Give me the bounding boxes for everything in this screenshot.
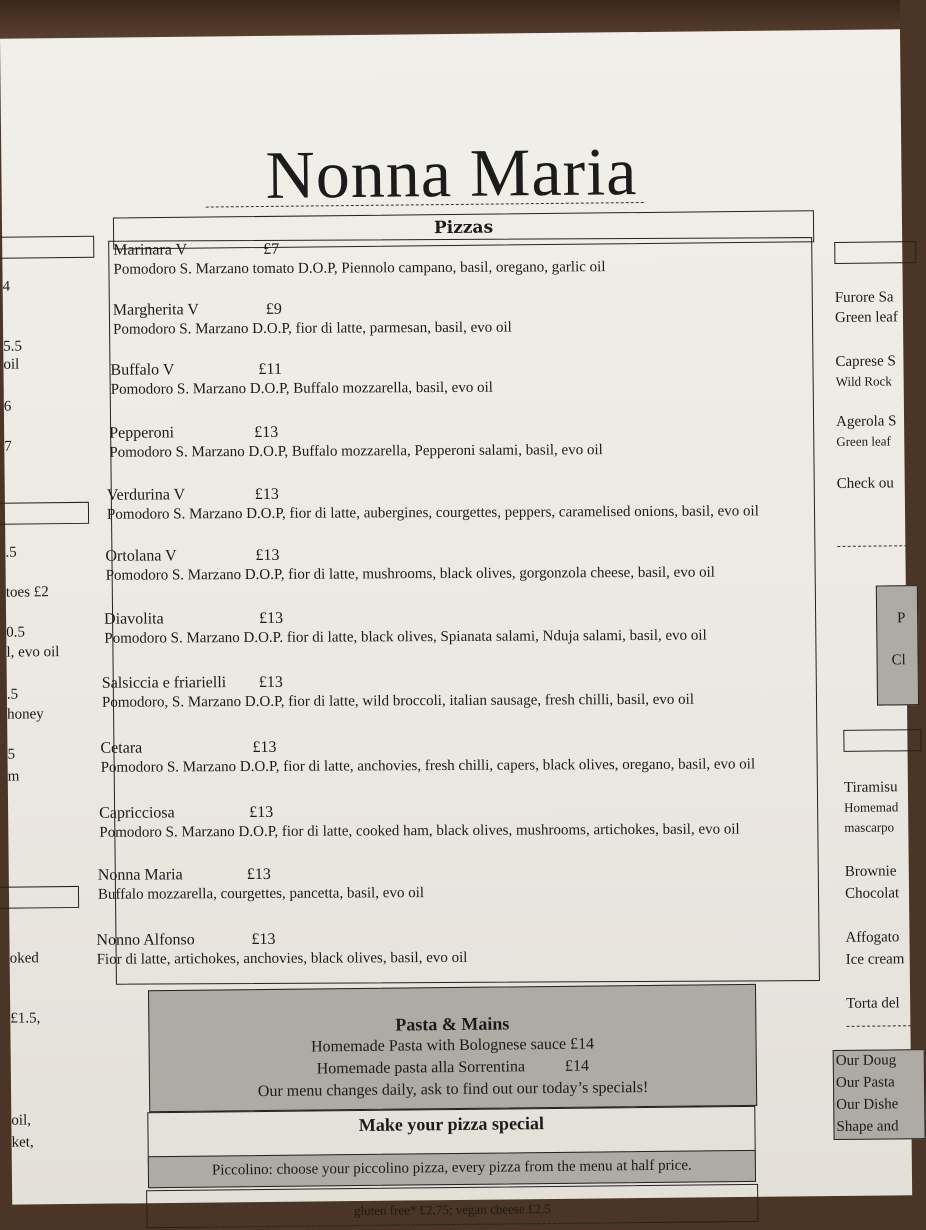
right-fragment: Brownie xyxy=(844,863,897,880)
left-fragment: .5 xyxy=(6,686,19,703)
pizza-item xyxy=(109,422,603,462)
pizza-price: £13 xyxy=(255,546,280,564)
right-fragment: Cl xyxy=(891,652,906,669)
pizza-name: Cetara xyxy=(100,739,143,757)
right-fragment: Our Pasta xyxy=(835,1074,895,1092)
pizza-description: Pomodoro S. Marzano D.O.P, Buffalo mozzarella, Pepperoni salami, basil, evo oil xyxy=(109,442,603,461)
pasta-line-2: Homemade pasta alla Sorrentina £14 xyxy=(316,1057,590,1078)
extras-box xyxy=(146,1184,758,1228)
pizza-description: Pomodoro S. Marzano D.O.P, fior di latte, cooked ham, black olives, mushrooms, artichokes, basil, evo oil xyxy=(99,821,740,841)
left-fragment: 5 xyxy=(7,746,16,763)
right-fragment: Caprese S xyxy=(835,353,896,370)
pizza-description: Pomodoro S. Marzano D.O.P, fior di latte, mushrooms, black olives, gorgonzola cheese, basil, evo oil xyxy=(105,564,715,584)
pizza-price: £11 xyxy=(258,360,282,378)
left-fragment: oked xyxy=(9,950,39,967)
pizza-name: Verdurina V xyxy=(106,486,186,504)
pizza-price: £13 xyxy=(259,609,284,627)
pizza-price: £7 xyxy=(263,240,280,258)
right-fragment: Tiramisu xyxy=(843,779,898,796)
pasta-heading: Pasta & Mains xyxy=(395,1013,510,1035)
pizza-price: £13 xyxy=(251,930,276,948)
right-fragment: Chocolat xyxy=(844,885,900,902)
right-fragment: Shape and xyxy=(836,1118,899,1136)
pizza-price: £13 xyxy=(258,673,283,691)
right-divider xyxy=(837,545,907,547)
right-fragment: Ice cream xyxy=(845,951,905,968)
pizza-name: Pepperoni xyxy=(109,424,175,442)
make-pizza-special-heading: Make your pizza special xyxy=(358,1113,545,1136)
pizza-description: Pomodoro S. Marzano D.O.P, Buffalo mozzarella, basil, evo oil xyxy=(110,379,493,398)
pizza-item xyxy=(104,608,707,648)
pizza-item xyxy=(100,736,755,776)
left-fragment: £1.5, xyxy=(10,1010,41,1027)
pizza-description: Buffalo mozzarella, courgettes, pancetta, basil, evo oil xyxy=(97,885,425,903)
restaurant-title: Nonna Maria xyxy=(265,133,638,213)
pasta-line-1: Homemade Pasta with Bolognese sauce £14 xyxy=(310,1035,595,1056)
pizza-name: Marinara V xyxy=(113,241,188,259)
left-fragment: m xyxy=(7,768,20,785)
pizza-name: Capricciosa xyxy=(99,804,175,822)
right-section-box xyxy=(834,241,916,264)
pizza-description: Pomodoro, S. Marzano D.O.P, fior di latte, wild broccoli, italian sausage, fresh chilli, basil, evo oil xyxy=(101,691,695,711)
pizza-name: Salsiccia e friarielli xyxy=(101,674,227,692)
pizza-item xyxy=(102,672,694,712)
left-fragment: honey xyxy=(7,706,44,723)
pizza-price: £13 xyxy=(254,423,279,441)
right-fragment: Furore Sa xyxy=(834,289,894,306)
pizza-name: Nonno Alfonso xyxy=(96,931,195,949)
pizza-name: Diavolita xyxy=(104,610,164,628)
pasta-mains-box xyxy=(148,984,757,1112)
left-fragment: .5 xyxy=(5,544,17,561)
left-fragment: l, evo oil xyxy=(6,644,60,661)
right-fragment: Homemad xyxy=(844,799,899,815)
pizza-description: Pomodoro S. Marzano D.O.P, fior di latte, parmesan, basil, evo oil xyxy=(112,319,512,338)
left-fragment: 7 xyxy=(4,438,12,455)
pizza-item xyxy=(113,239,605,279)
pizza-description: Pomodoro S. Marzano D.O.P, fior di latte, aubergines, courgettes, peppers, caramelised onions, basil, evo oil xyxy=(106,503,759,523)
right-grey-box xyxy=(876,585,919,705)
pizza-description: Pomodoro S. Marzano D.O.P. fior di latte, black olives, Spianata salami, Nduja salami, basil, evo oil xyxy=(104,627,707,647)
left-section-box xyxy=(0,236,94,259)
left-fragment: 6 xyxy=(3,398,12,415)
right-fragment: Affogato xyxy=(845,929,900,946)
right-fragment: mascarpo xyxy=(844,819,895,835)
pizza-price: £13 xyxy=(249,803,274,822)
right-fragment: Check ou xyxy=(836,475,894,492)
right-fragment: Agerola S xyxy=(836,413,897,430)
pizzas-heading: Pizzas xyxy=(433,217,494,239)
left-fragment: 5.5 xyxy=(3,338,23,355)
right-fragment: Green leaf xyxy=(836,433,891,449)
extras-text: gluten free* £2.75; vegan cheese £2.5 xyxy=(353,1201,551,1219)
left-fragment: 4 xyxy=(2,278,11,295)
pizza-item xyxy=(105,545,715,585)
pizza-name: Nonna Maria xyxy=(97,866,183,884)
pizza-item xyxy=(99,801,740,841)
left-fragment: 0.5 xyxy=(6,624,26,641)
pasta-line-3: Our menu changes daily, ask to find out our today’s specials! xyxy=(257,1078,649,1101)
left-fragment: oil xyxy=(3,356,20,373)
right-section-box xyxy=(843,729,921,752)
right-fragment: Green leaf xyxy=(834,309,898,326)
right-info-panel xyxy=(833,1049,926,1140)
piccolino-offer: Piccolino: choose your piccolino pizza, every pizza from the menu at half price. xyxy=(148,1150,756,1188)
pizza-description: Pomodoro S. Marzano D.O.P, fior di latte, anchovies, fresh chilli, capers, black olives, oregano, basil, evo oil xyxy=(100,756,756,776)
right-fragment: P xyxy=(897,610,906,627)
right-fragment: Our Doug xyxy=(835,1052,897,1070)
pizza-item xyxy=(98,865,424,904)
left-section-box xyxy=(0,886,79,909)
right-fragment: Torta del xyxy=(846,995,900,1012)
pizza-name: Ortolana V xyxy=(105,547,177,565)
pizza-item xyxy=(110,360,493,399)
left-fragment: toes £2 xyxy=(5,584,49,601)
pizza-item xyxy=(107,483,759,523)
pizza-name: Buffalo V xyxy=(110,361,175,379)
right-fragment: Wild Rock xyxy=(835,373,892,389)
pizza-price: £13 xyxy=(246,865,271,884)
pizza-name: Margherita V xyxy=(112,301,200,319)
menu-sheet xyxy=(0,29,912,1219)
pizza-item xyxy=(96,930,467,969)
right-fragment: Our Dishe xyxy=(836,1096,899,1114)
pizza-price: £9 xyxy=(265,300,282,318)
pizza-description: Pomodoro S. Marzano tomato D.O.P, Piennolo campano, basil, oregano, garlic oil xyxy=(113,259,606,278)
left-fragment: oil, xyxy=(11,1112,32,1129)
left-section-box xyxy=(0,502,89,525)
pizza-price: £13 xyxy=(254,485,279,503)
pizzas-list-box xyxy=(96,237,820,985)
pizza-item xyxy=(113,300,512,339)
right-divider xyxy=(846,1025,916,1027)
pizza-price: £13 xyxy=(252,738,277,756)
pizza-description: Fior di latte, artichokes, anchovies, black olives, basil, evo oil xyxy=(96,949,468,968)
left-fragment: ket, xyxy=(11,1134,34,1151)
